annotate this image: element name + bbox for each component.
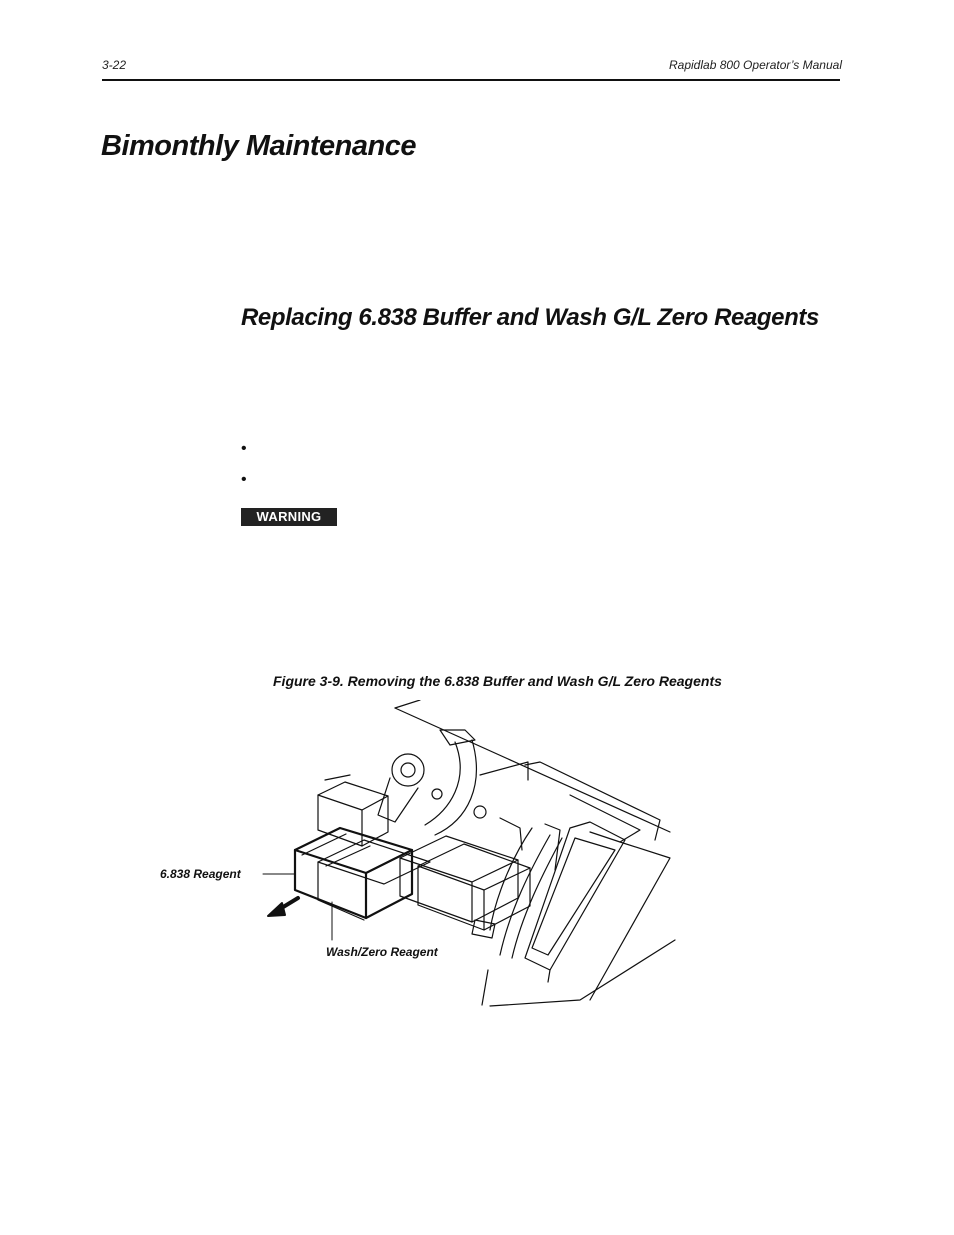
bullet-marker-1: • — [241, 440, 247, 457]
figure-caption: Figure 3-9. Removing the 6.838 Buffer and Wash G/L Zero Reagents — [273, 673, 722, 689]
section-title: Bimonthly Maintenance — [101, 130, 416, 162]
page-number: 3-22 — [102, 58, 127, 72]
subsection-title: Replacing 6.838 Buffer and Wash G/L Zero Reagents — [241, 304, 819, 331]
warning-badge: WARNING — [241, 508, 337, 526]
reagent-removal-illustration — [150, 700, 690, 1020]
header-rule — [102, 79, 840, 81]
label-6838-reagent: 6.838 Reagent — [160, 867, 241, 881]
bullet-marker-2: • — [241, 471, 247, 488]
label-wash-zero-reagent: Wash/Zero Reagent — [326, 945, 438, 959]
manual-title: Rapidlab 800 Operator’s Manual — [669, 58, 842, 72]
